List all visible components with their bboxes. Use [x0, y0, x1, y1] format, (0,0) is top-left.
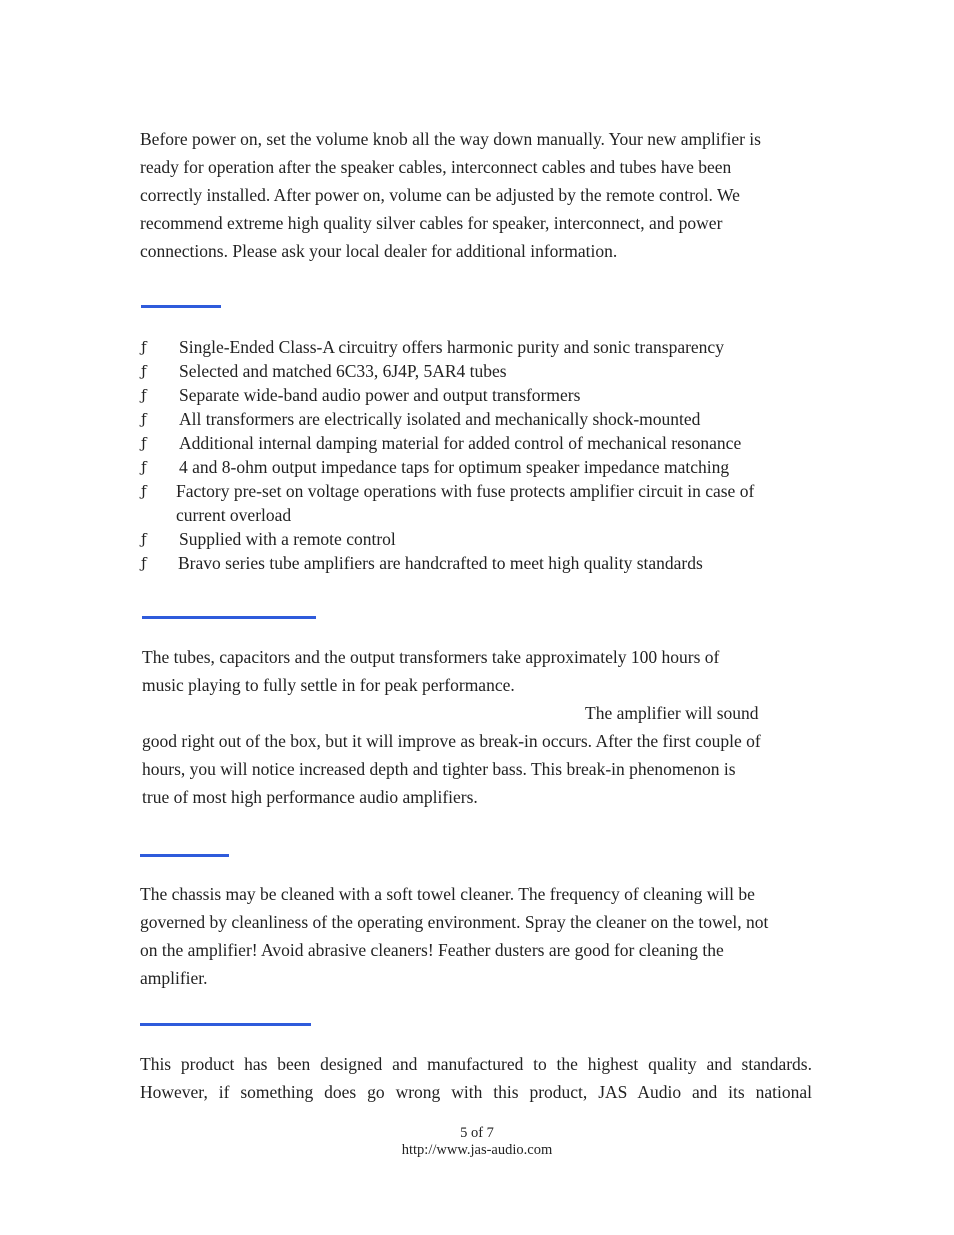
cleaning-line: on the amplifier! Avoid abrasive cleaners! Feather dusters are good for cleaning the: [140, 940, 724, 960]
intro-line: correctly installed. After power on, volume can be adjusted by the remote control. We: [140, 185, 740, 205]
break-in-line: music playing to fully settle in for peak performance.: [142, 675, 515, 695]
feature-text-continued: current overload: [176, 505, 292, 525]
warranty-line: However, if something does go wrong with this product, JAS Audio and its national: [140, 1082, 812, 1102]
footer-url: http://www.jas-audio.com: [401, 1142, 553, 1158]
warranty-paragraph: [140, 1050, 812, 1106]
intro-paragraph: [140, 125, 761, 265]
feature-text: Selected and matched 6C33, 6J4P, 5AR4 tubes: [179, 361, 507, 381]
feature-text: Supplied with a remote control: [179, 529, 396, 549]
intro-line: Before power on, set the volume knob all the way down manually. Your new amplifier is: [140, 129, 761, 149]
bullet-icon: ƒ: [141, 434, 147, 452]
feature-item: [141, 383, 754, 407]
feature-item: [141, 479, 754, 527]
bullet-icon: ƒ: [141, 338, 147, 356]
feature-item: [141, 407, 754, 431]
cleaning-line: governed by cleanliness of the operating environment. Spray the cleaner on the towel, not: [140, 912, 769, 932]
cleaning-line: amplifier.: [140, 968, 208, 988]
break-in-paragraph: [142, 643, 761, 811]
intro-line: ready for operation after the speaker cables, interconnect cables and tubes have been: [140, 157, 732, 177]
features-list: [141, 335, 754, 575]
feature-item: [141, 551, 754, 575]
break-in-heading-rule: [142, 616, 316, 619]
feature-text: Separate wide-band audio power and output transformers: [179, 385, 581, 405]
break-in-line: true of most high performance audio amplifiers.: [142, 787, 478, 807]
feature-text: 4 and 8-ohm output impedance taps for optimum speaker impedance matching: [179, 457, 730, 477]
bullet-icon: ƒ: [141, 554, 147, 572]
break-in-line: hours, you will notice increased depth and tighter bass. This break-in phenomenon is: [142, 759, 736, 779]
bullet-icon: ƒ: [141, 482, 147, 500]
warranty-line: This product has been designed and manufactured to the highest quality and standards.: [140, 1054, 812, 1074]
feature-text: Bravo series tube amplifiers are handcrafted to meet high quality standards: [178, 553, 703, 573]
intro-line: recommend extreme high quality silver cables for speaker, interconnect, and power: [140, 213, 723, 233]
feature-item: [141, 527, 754, 551]
break-in-line: The tubes, capacitors and the output transformers take approximately 100 hours of: [142, 647, 720, 667]
feature-text: Additional internal damping material for added control of mechanical resonance: [179, 433, 742, 453]
cleaning-heading-rule: [140, 854, 229, 857]
feature-item: [141, 359, 754, 383]
break-in-line: The amplifier will sound: [585, 703, 759, 723]
feature-item: [141, 335, 754, 359]
feature-item: [141, 455, 754, 479]
feature-text: Single-Ended Class-A circuitry offers harmonic purity and sonic transparency: [179, 337, 724, 357]
bullet-icon: ƒ: [141, 458, 147, 476]
page-number: 5 of 7: [460, 1125, 494, 1141]
break-in-line: good right out of the box, but it will improve as break-in occurs. After the first couple of: [142, 731, 761, 751]
feature-item: [141, 431, 754, 455]
bullet-icon: ƒ: [141, 362, 147, 380]
cleaning-line: The chassis may be cleaned with a soft towel cleaner. The frequency of cleaning will be: [140, 884, 755, 904]
page-footer: [0, 1125, 954, 1159]
bullet-icon: ƒ: [141, 530, 147, 548]
feature-text: Factory pre-set on voltage operations with fuse protects amplifier circuit in case of: [176, 481, 755, 501]
feature-text: All transformers are electrically isolated and mechanically shock-mounted: [179, 409, 701, 429]
bullet-icon: ƒ: [141, 410, 147, 428]
bullet-icon: ƒ: [141, 386, 147, 404]
cleaning-paragraph: [140, 880, 768, 992]
warranty-heading-rule: [140, 1023, 311, 1026]
features-heading-rule: [141, 305, 221, 308]
intro-line: connections. Please ask your local dealer for additional information.: [140, 241, 618, 261]
